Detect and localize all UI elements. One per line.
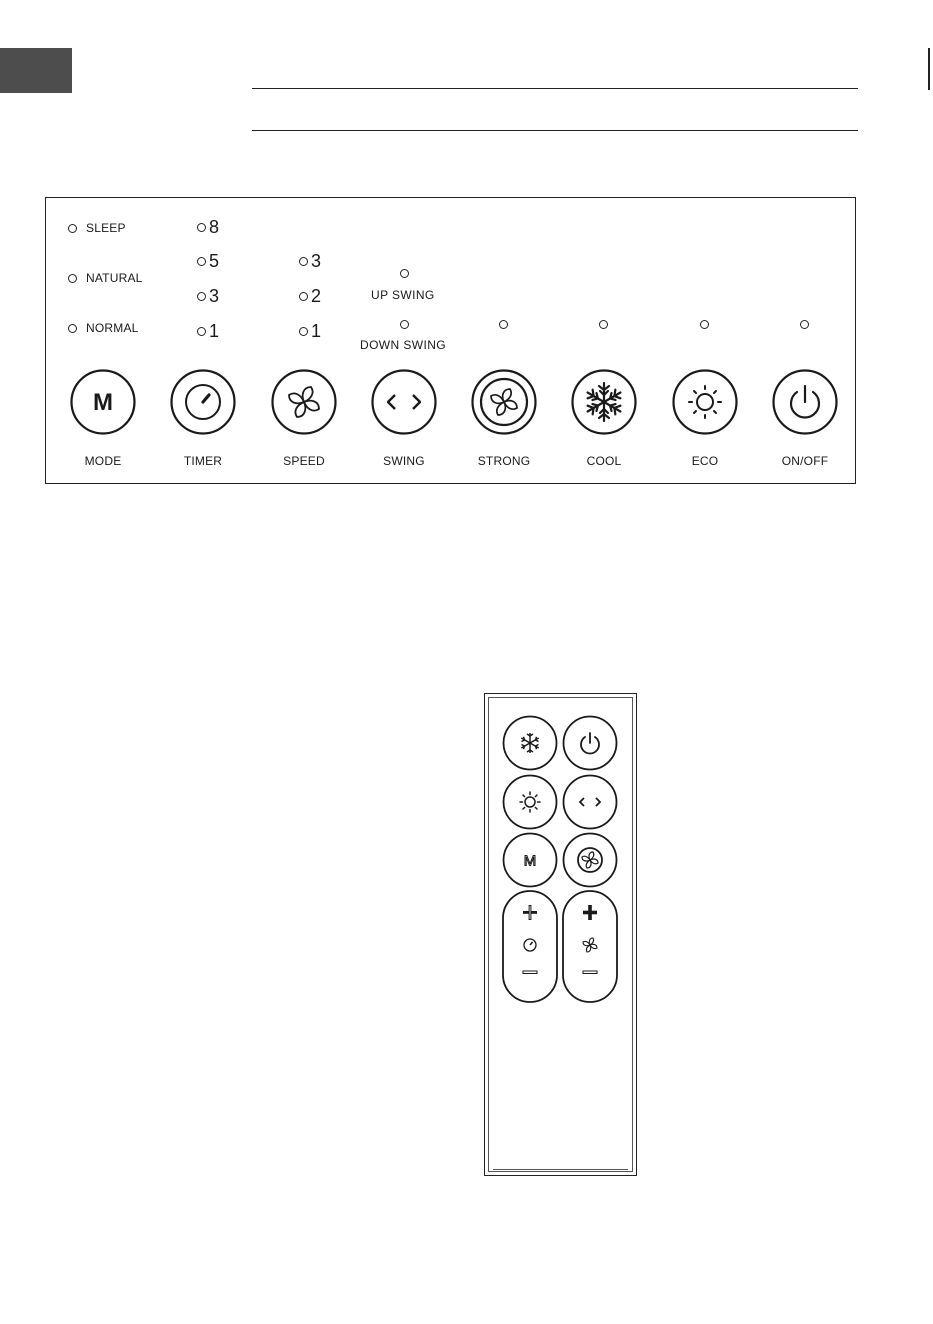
led-sleep [68, 221, 126, 235]
label-timer: TIMER [183, 454, 223, 468]
cool-button[interactable] [571, 369, 637, 435]
sun-icon [502, 774, 558, 830]
led-dot [299, 327, 308, 336]
speed-plus-minus [562, 890, 618, 1003]
led-speed-2 [299, 287, 321, 305]
led-eco [700, 320, 709, 329]
fan-blade-icon [271, 369, 337, 435]
led-label-speed-3: 3 [311, 251, 322, 271]
minus-icon [583, 971, 597, 974]
swing-arrows-icon [371, 369, 437, 435]
header-rule-bottom [252, 130, 858, 131]
control-panel [45, 197, 856, 484]
timer-dial-icon [524, 939, 536, 951]
remote-control [484, 693, 637, 1176]
snowflake-icon [571, 369, 637, 435]
power-icon [562, 715, 618, 771]
strong-button[interactable] [471, 369, 537, 435]
timer-dial-icon [170, 369, 236, 435]
sun-icon [672, 369, 738, 435]
led-label-timer-1: 1 [209, 321, 220, 341]
header-rule-top [252, 88, 858, 89]
led-dot [197, 223, 206, 232]
svg-text:M: M [93, 389, 113, 416]
remote-swing-button[interactable] [562, 774, 618, 830]
timer-button[interactable] [170, 369, 236, 435]
led-cool [599, 320, 608, 329]
strong-fan-icon [562, 832, 618, 888]
led-power [800, 320, 809, 329]
strong-fan-icon [471, 369, 537, 435]
remote-eco-button[interactable] [502, 774, 558, 830]
plus-icon [583, 905, 597, 920]
page-edge-mark [928, 48, 930, 90]
led-down-swing [400, 320, 409, 329]
led-timer-3 [197, 287, 219, 305]
mode-m-icon [70, 369, 136, 435]
led-label-natural: NATURAL [86, 271, 143, 285]
section-tab [0, 48, 72, 93]
led-label-timer-3: 3 [209, 286, 220, 306]
led-dot [299, 257, 308, 266]
led-natural [68, 271, 143, 285]
minus-icon [523, 971, 537, 974]
led-dot [299, 292, 308, 301]
remote-timer-rocker[interactable] [502, 890, 558, 1003]
led-label-sleep: SLEEP [86, 221, 126, 235]
led-dot [197, 327, 206, 336]
led-dot [68, 324, 77, 333]
speed-button[interactable] [271, 369, 337, 435]
led-timer-8 [197, 218, 219, 236]
snowflake-icon [502, 715, 558, 771]
fan-blade-icon [583, 938, 597, 952]
led-label-up-swing: UP SWING [371, 288, 435, 302]
timer-plus-minus [502, 890, 558, 1003]
led-timer-5 [197, 252, 219, 270]
led-up-swing [400, 269, 409, 278]
label-speed: SPEED [283, 454, 325, 468]
remote-bottom-edge [493, 1169, 628, 1170]
led-speed-1 [299, 322, 321, 340]
led-label-down-swing: DOWN SWING [360, 338, 446, 352]
led-normal [68, 321, 139, 335]
led-speed-3 [299, 252, 321, 270]
led-dot [68, 224, 77, 233]
led-label-normal: NORMAL [86, 321, 139, 335]
led-dot [197, 257, 206, 266]
mode-m-icon [502, 832, 558, 888]
led-strong [499, 320, 508, 329]
led-label-speed-1: 1 [311, 321, 322, 341]
remote-mode-button[interactable] [502, 832, 558, 888]
svg-text:M: M [523, 852, 537, 870]
power-button[interactable] [772, 369, 838, 435]
led-timer-1 [197, 322, 219, 340]
led-label-timer-8: 8 [209, 217, 220, 237]
led-dot [197, 292, 206, 301]
eco-button[interactable] [672, 369, 738, 435]
swing-button[interactable] [371, 369, 437, 435]
led-label-timer-5: 5 [209, 251, 220, 271]
label-eco: ECO [691, 454, 719, 468]
label-strong: STRONG [477, 454, 531, 468]
mode-button[interactable] [70, 369, 136, 435]
power-icon [772, 369, 838, 435]
remote-speed-rocker[interactable] [562, 890, 618, 1003]
label-mode: MODE [84, 454, 122, 468]
led-dot [68, 274, 77, 283]
led-label-speed-2: 2 [311, 286, 322, 306]
remote-cool-button[interactable] [502, 715, 558, 771]
plus-icon [523, 905, 537, 920]
label-swing: SWING [383, 454, 425, 468]
label-cool: COOL [586, 454, 622, 468]
remote-strong-button[interactable] [562, 832, 618, 888]
remote-power-button[interactable] [562, 715, 618, 771]
swing-arrows-icon [562, 774, 618, 830]
label-on-off: ON/OFF [781, 454, 829, 468]
